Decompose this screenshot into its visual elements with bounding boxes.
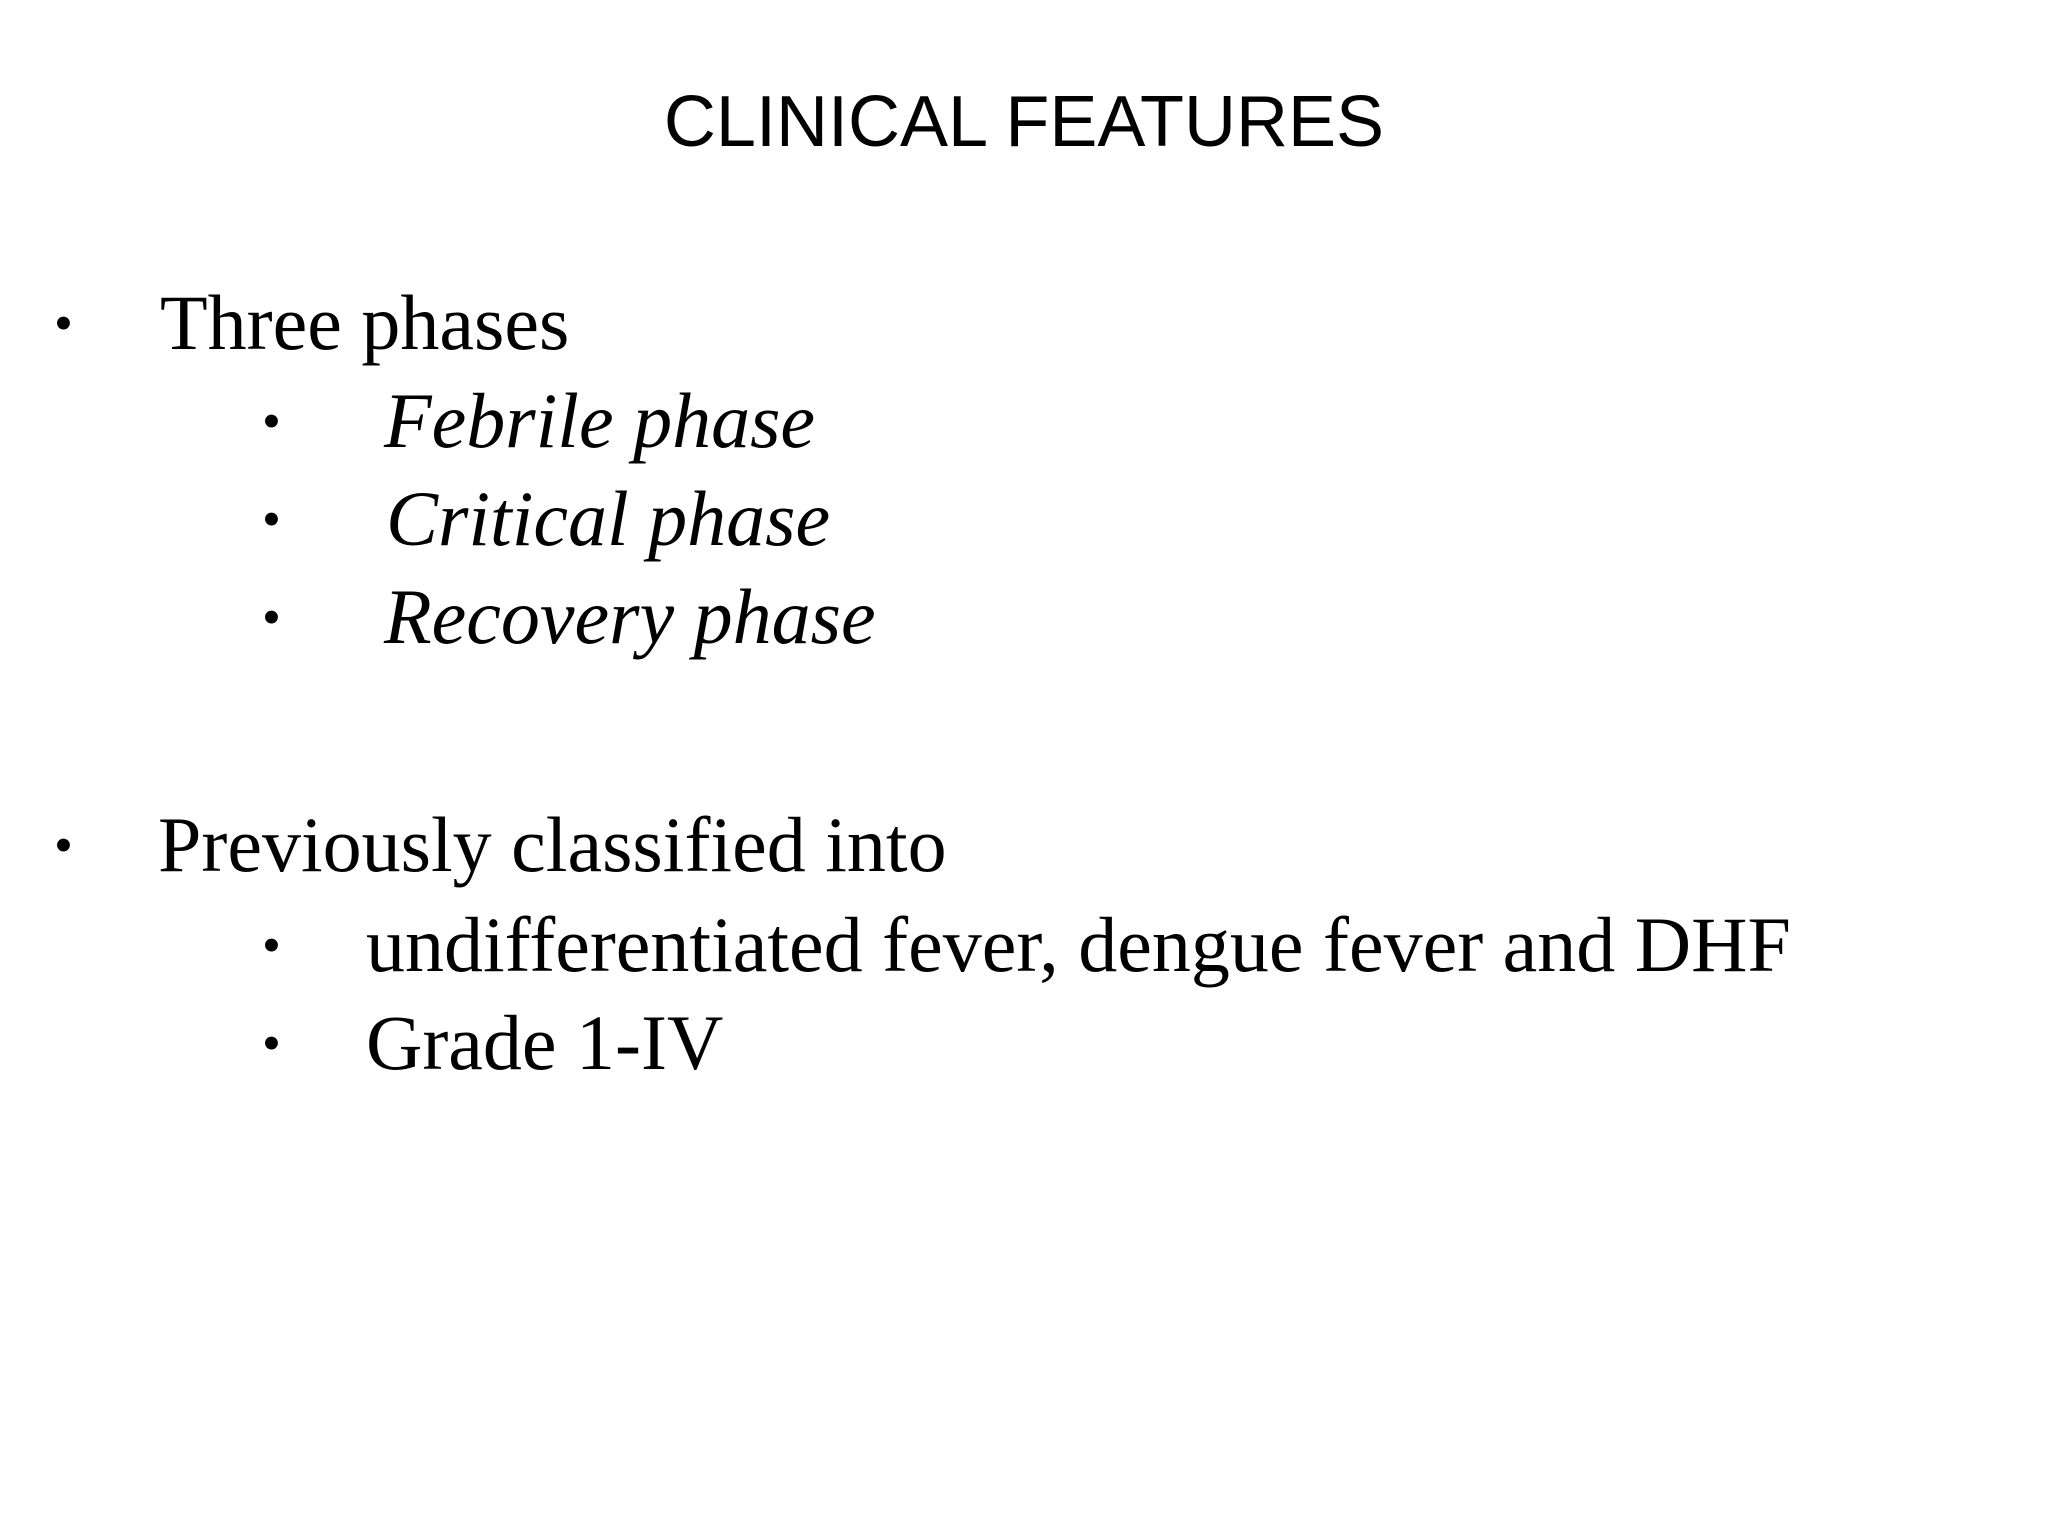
- slide-title: CLINICAL FEATURES: [663, 82, 1385, 162]
- bullet-icon: •: [262, 1013, 281, 1073]
- subitem-febrile-phase: Febrile phase: [384, 377, 816, 464]
- subitem-grade: Grade 1-IV: [366, 999, 724, 1086]
- bullet-icon: •: [262, 915, 281, 975]
- subitem-classification: undifferentiated fever, dengue fever and DHF: [366, 901, 1791, 988]
- subitem-recovery-phase: Recovery phase: [384, 573, 876, 660]
- bullet-icon: •: [262, 489, 281, 549]
- section-1-heading: Three phases: [160, 279, 570, 366]
- bullet-icon: •: [54, 293, 73, 353]
- section-2-heading: Previously classified into: [158, 801, 947, 888]
- bullet-icon: •: [262, 391, 281, 451]
- subitem-critical-phase: Critical phase: [386, 475, 831, 562]
- bullet-icon: •: [262, 587, 281, 647]
- bullet-icon: •: [54, 815, 73, 875]
